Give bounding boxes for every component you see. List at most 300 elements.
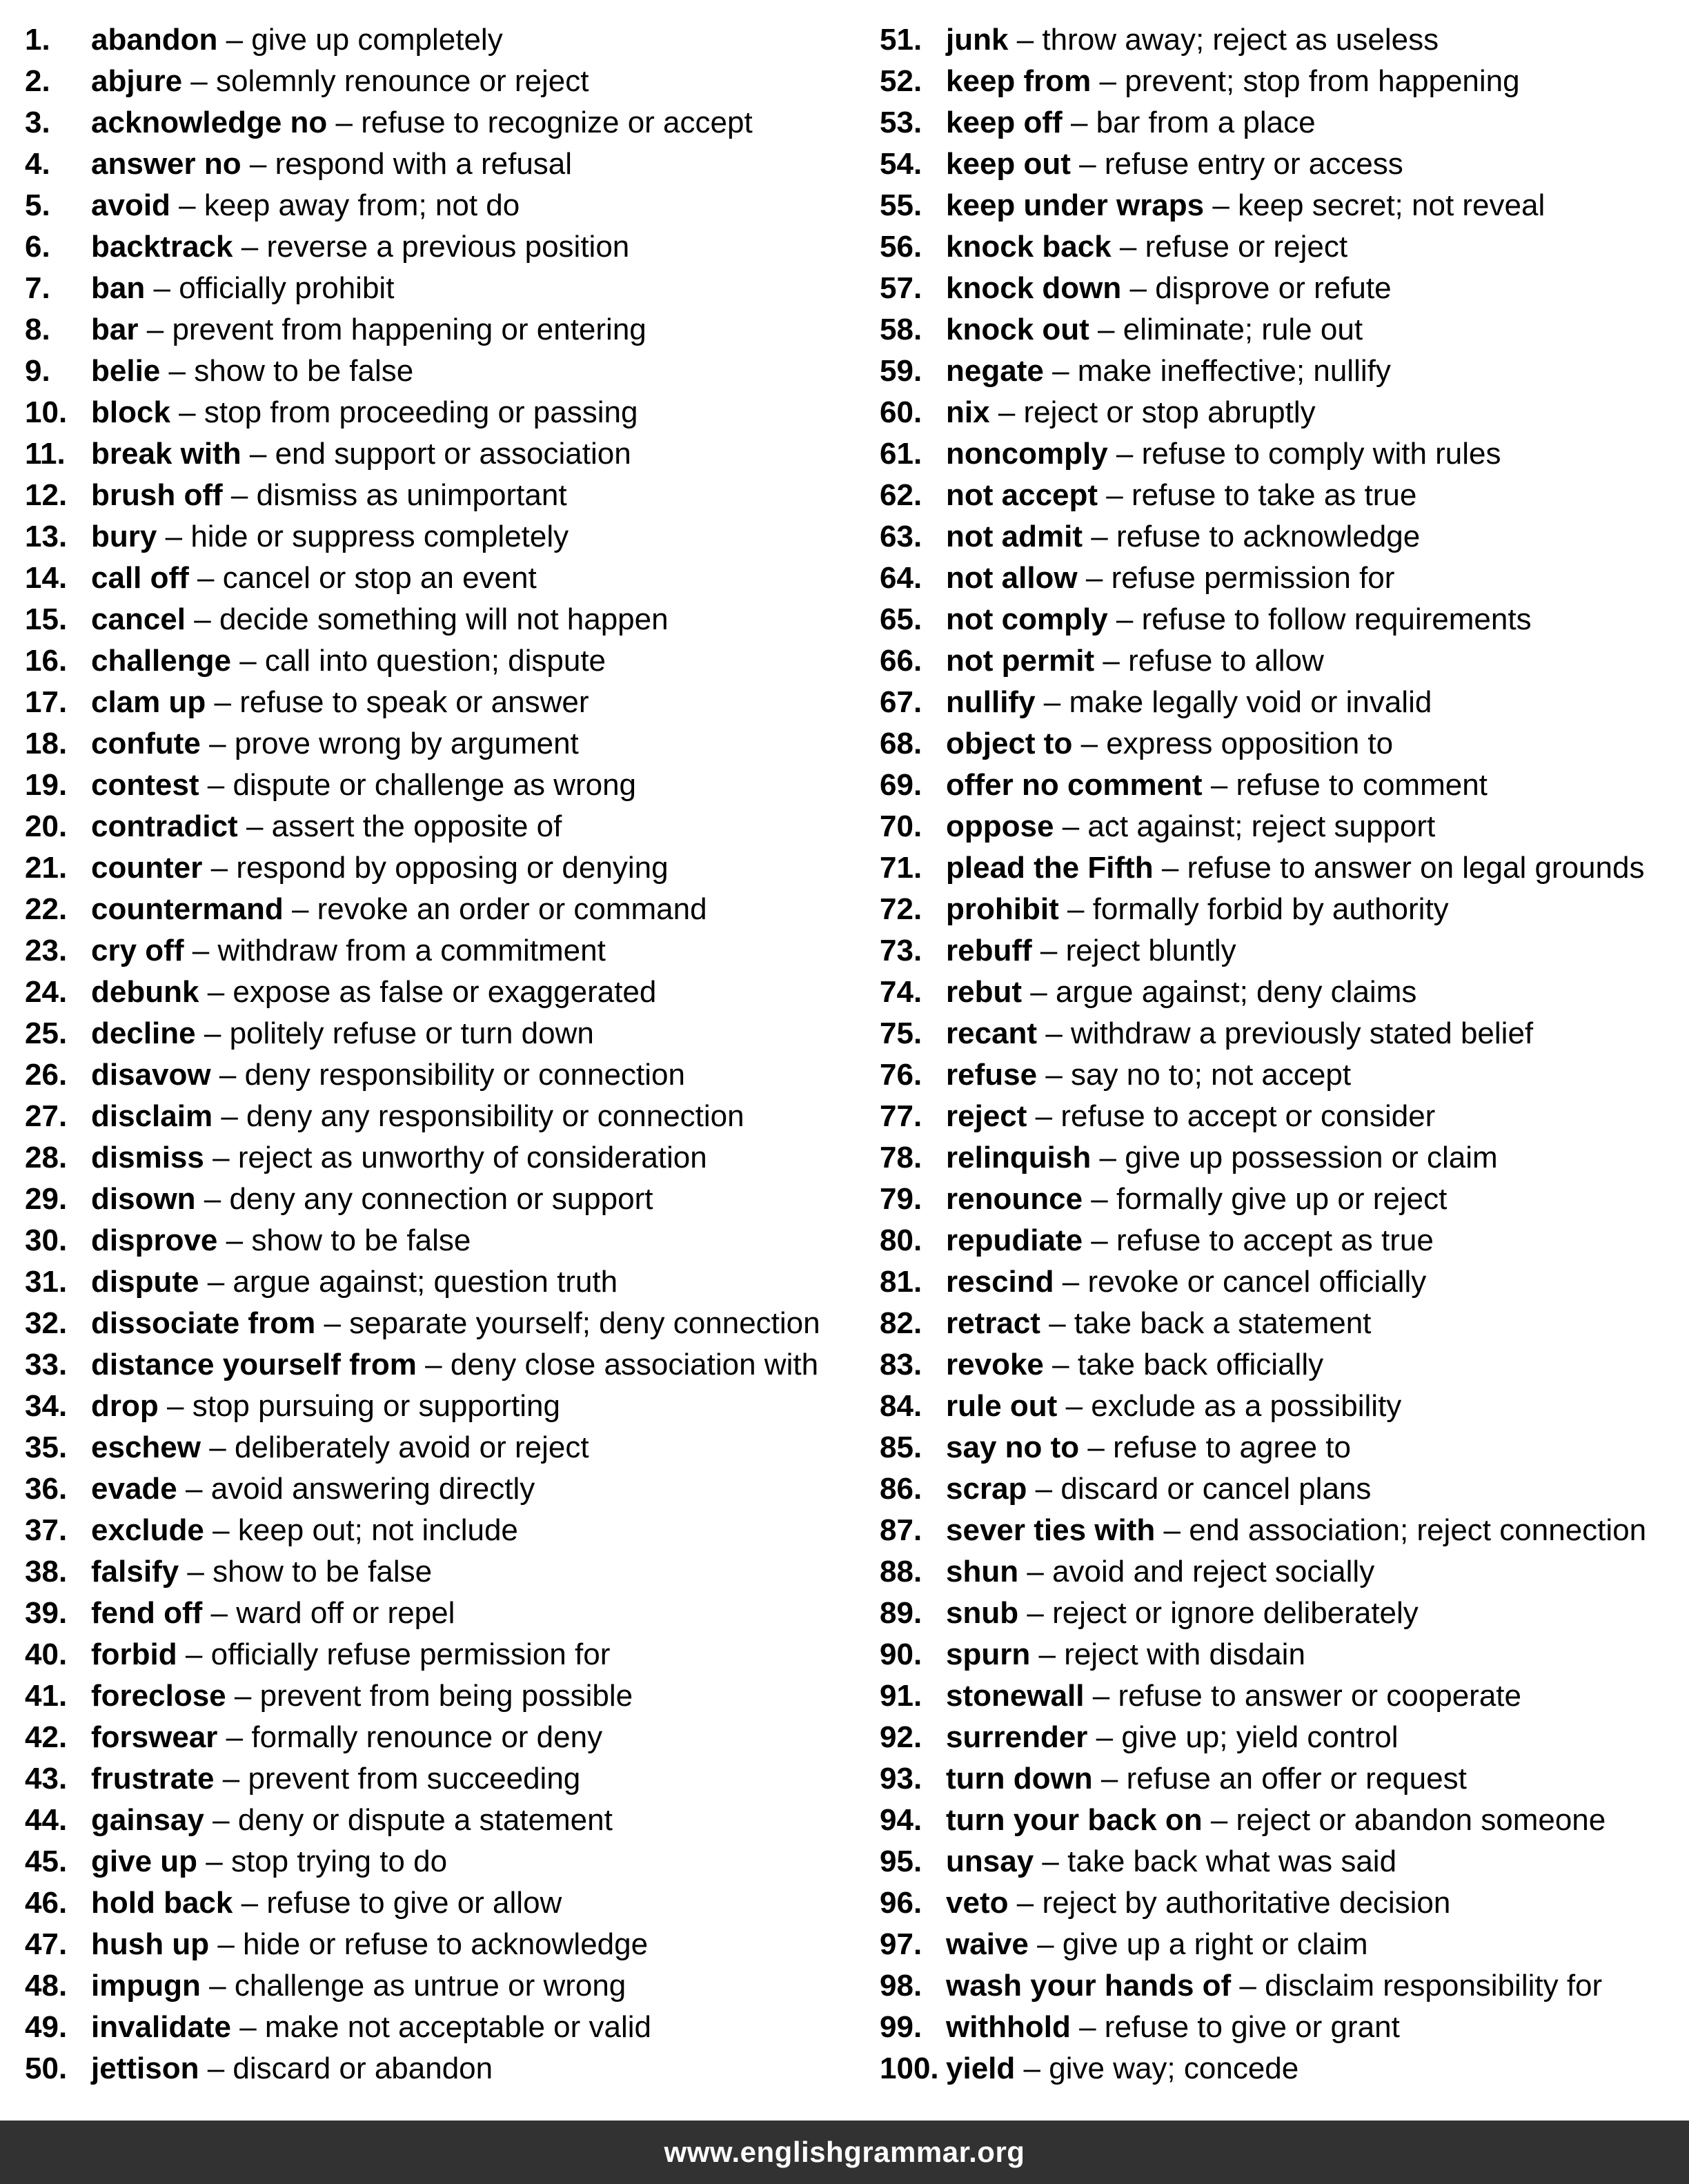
item-definition: officially prohibit bbox=[179, 271, 395, 305]
item-definition: disclaim responsibility for bbox=[1265, 1969, 1603, 2003]
list-item bbox=[25, 599, 853, 640]
item-separator: – bbox=[1092, 1679, 1110, 1713]
item-number: 7. bbox=[25, 271, 50, 305]
item-separator: – bbox=[168, 354, 186, 388]
item-separator: – bbox=[1079, 147, 1096, 181]
item-number: 22. bbox=[25, 892, 68, 926]
item-definition: keep secret; not reveal bbox=[1238, 188, 1545, 222]
item-term: negate bbox=[946, 354, 1044, 388]
item-definition: challenge as untrue or wrong bbox=[234, 1969, 626, 2003]
item-separator: – bbox=[1119, 230, 1137, 264]
item-number: 52. bbox=[880, 64, 922, 98]
item-term: spurn bbox=[946, 1637, 1031, 1671]
list-item bbox=[25, 682, 853, 723]
list-item bbox=[25, 19, 853, 61]
item-definition: withdraw from a commitment bbox=[217, 934, 606, 967]
list-item bbox=[25, 1882, 853, 1924]
list-item bbox=[880, 351, 1687, 392]
item-separator: – bbox=[207, 1265, 225, 1299]
item-separator: – bbox=[1043, 685, 1061, 719]
item-number: 54. bbox=[880, 147, 922, 181]
item-separator: – bbox=[1027, 1596, 1044, 1630]
item-separator: – bbox=[1098, 313, 1115, 346]
item-number: 26. bbox=[25, 1058, 68, 1092]
item-definition: refuse to answer on legal grounds bbox=[1187, 851, 1645, 885]
item-term: gainsay bbox=[91, 1803, 204, 1837]
list-item bbox=[25, 1841, 853, 1882]
item-definition: hide or suppress completely bbox=[190, 520, 569, 553]
item-separator: – bbox=[187, 1555, 204, 1588]
item-term: block bbox=[91, 395, 170, 429]
item-separator: – bbox=[207, 975, 225, 1009]
list-item bbox=[880, 599, 1687, 640]
item-definition: exclude as a possibility bbox=[1091, 1389, 1402, 1423]
item-number: 6. bbox=[25, 230, 50, 264]
item-separator: – bbox=[1065, 1389, 1083, 1423]
list-item bbox=[25, 2048, 853, 2089]
list-item bbox=[880, 1179, 1687, 1220]
item-term: say no to bbox=[946, 1430, 1080, 1464]
item-separator: – bbox=[1035, 1099, 1053, 1133]
item-definition: dismiss as unimportant bbox=[256, 478, 567, 512]
list-item bbox=[880, 1634, 1687, 1675]
item-definition: withdraw a previously stated belief bbox=[1071, 1016, 1534, 1050]
item-number: 14. bbox=[25, 561, 68, 595]
item-separator: – bbox=[1099, 64, 1117, 98]
item-number: 44. bbox=[25, 1803, 68, 1837]
item-separator: – bbox=[241, 230, 259, 264]
list-item bbox=[25, 144, 853, 185]
item-term: abjure bbox=[91, 64, 183, 98]
item-definition: refuse to speak or answer bbox=[239, 685, 589, 719]
item-number: 96. bbox=[880, 1886, 922, 1920]
item-term: bar bbox=[91, 313, 139, 346]
item-separator: – bbox=[1027, 1555, 1044, 1588]
item-definition: give up completely bbox=[251, 23, 503, 57]
item-term: fend off bbox=[91, 1596, 203, 1630]
item-number: 55. bbox=[880, 188, 922, 222]
item-separator: – bbox=[998, 395, 1016, 429]
list-item bbox=[880, 1303, 1687, 1344]
item-term: avoid bbox=[91, 188, 170, 222]
item-definition: deny any connection or support bbox=[229, 1182, 653, 1216]
item-separator: – bbox=[1079, 2010, 1096, 2044]
list-item bbox=[25, 1510, 853, 1551]
list-item bbox=[25, 1054, 853, 1096]
item-separator: – bbox=[1062, 809, 1080, 843]
item-separator: – bbox=[230, 478, 248, 512]
item-term: prohibit bbox=[946, 892, 1059, 926]
list-item bbox=[25, 1137, 853, 1179]
item-definition: take back what was said bbox=[1067, 1844, 1397, 1878]
item-number: 25. bbox=[25, 1016, 68, 1050]
item-term: turn down bbox=[946, 1762, 1093, 1796]
list-item bbox=[25, 226, 853, 268]
item-definition: officially refuse permission for bbox=[210, 1637, 611, 1671]
footer-url[interactable]: www.englishgrammar.org bbox=[664, 2136, 1025, 2168]
item-definition: hide or refuse to acknowledge bbox=[243, 1927, 649, 1961]
item-term: keep off bbox=[946, 106, 1063, 139]
item-separator: – bbox=[194, 602, 211, 636]
item-term: knock out bbox=[946, 313, 1089, 346]
list-item bbox=[25, 475, 853, 516]
item-term: invalidate bbox=[91, 2010, 231, 2044]
item-definition: refuse entry or access bbox=[1104, 147, 1403, 181]
list-item bbox=[880, 392, 1687, 433]
item-definition: make ineffective; nullify bbox=[1077, 354, 1391, 388]
item-definition: eliminate; rule out bbox=[1123, 313, 1363, 346]
list-item bbox=[880, 1924, 1687, 1965]
item-term: abandon bbox=[91, 23, 218, 57]
item-separator: – bbox=[213, 1803, 230, 1837]
item-separator: – bbox=[1091, 1223, 1108, 1257]
list-item bbox=[25, 1634, 853, 1675]
list-item bbox=[880, 765, 1687, 806]
item-number: 79. bbox=[880, 1182, 922, 1216]
item-separator: – bbox=[1099, 1141, 1116, 1174]
item-term: not permit bbox=[946, 644, 1095, 678]
item-term: keep out bbox=[946, 147, 1071, 181]
item-definition: express opposition to bbox=[1106, 727, 1394, 760]
list-item bbox=[880, 558, 1687, 599]
item-definition: prevent from succeeding bbox=[248, 1762, 581, 1796]
item-number: 89. bbox=[880, 1596, 922, 1630]
item-term: ban bbox=[91, 271, 146, 305]
item-number: 3. bbox=[25, 106, 50, 139]
list-item bbox=[25, 102, 853, 144]
item-term: keep from bbox=[946, 64, 1092, 98]
item-separator: – bbox=[209, 727, 226, 760]
item-number: 49. bbox=[25, 2010, 68, 2044]
item-term: dissociate from bbox=[91, 1306, 316, 1340]
list-item bbox=[25, 1965, 853, 2007]
item-number: 13. bbox=[25, 520, 68, 553]
item-number: 88. bbox=[880, 1555, 922, 1588]
item-definition: make legally void or invalid bbox=[1069, 685, 1432, 719]
list-item bbox=[880, 1427, 1687, 1468]
item-term: countermand bbox=[91, 892, 284, 926]
item-term: object to bbox=[946, 727, 1073, 760]
item-definition: deny any responsibility or connection bbox=[246, 1099, 744, 1133]
item-number: 80. bbox=[880, 1223, 922, 1257]
list-item bbox=[880, 930, 1687, 972]
item-number: 82. bbox=[880, 1306, 922, 1340]
item-separator: – bbox=[1100, 1762, 1118, 1796]
item-separator: – bbox=[1023, 2052, 1040, 2085]
list-item bbox=[880, 1882, 1687, 1924]
item-number: 40. bbox=[25, 1637, 68, 1671]
item-separator: – bbox=[179, 188, 196, 222]
item-term: frustrate bbox=[91, 1762, 215, 1796]
list-item bbox=[880, 972, 1687, 1013]
item-definition: ward off or repel bbox=[236, 1596, 455, 1630]
item-separator: – bbox=[185, 1637, 203, 1671]
item-definition: refuse to take as true bbox=[1132, 478, 1417, 512]
item-definition: assert the opposite of bbox=[271, 809, 562, 843]
list-item bbox=[880, 1758, 1687, 1800]
item-number: 98. bbox=[880, 1969, 922, 2003]
item-term: jettison bbox=[91, 2052, 199, 2085]
list-item bbox=[25, 433, 853, 475]
item-term: relinquish bbox=[946, 1141, 1092, 1174]
item-separator: – bbox=[213, 1513, 230, 1547]
item-definition: formally give up or reject bbox=[1116, 1182, 1448, 1216]
item-definition: give up possession or claim bbox=[1125, 1141, 1498, 1174]
item-definition: separate yourself; deny connection bbox=[349, 1306, 820, 1340]
item-separator: – bbox=[249, 437, 267, 471]
list-item bbox=[25, 806, 853, 847]
item-term: recant bbox=[946, 1016, 1038, 1050]
item-definition: show to be false bbox=[251, 1223, 471, 1257]
item-term: repudiate bbox=[946, 1223, 1083, 1257]
item-definition: stop trying to do bbox=[230, 1844, 448, 1878]
list-item bbox=[25, 1551, 853, 1593]
item-definition: give way; concede bbox=[1049, 2052, 1299, 2085]
item-definition: reject or ignore deliberately bbox=[1052, 1596, 1419, 1630]
item-term: snub bbox=[946, 1596, 1019, 1630]
item-separator: – bbox=[226, 1223, 244, 1257]
footer-bar bbox=[0, 2121, 1689, 2184]
item-number: 2. bbox=[25, 64, 50, 98]
item-separator: – bbox=[1163, 1513, 1181, 1547]
list-item bbox=[880, 516, 1687, 558]
item-separator: – bbox=[234, 1679, 252, 1713]
item-definition: solemnly renounce or reject bbox=[216, 64, 589, 98]
item-number: 58. bbox=[880, 313, 922, 346]
list-item bbox=[25, 392, 853, 433]
item-number: 71. bbox=[880, 851, 922, 885]
item-definition: reject bluntly bbox=[1065, 934, 1236, 967]
item-number: 76. bbox=[880, 1058, 922, 1092]
item-term: cancel bbox=[91, 602, 186, 636]
item-separator: – bbox=[1062, 1265, 1080, 1299]
list-item bbox=[25, 1096, 853, 1137]
item-definition: reject or stop abruptly bbox=[1023, 395, 1316, 429]
list-item bbox=[880, 1468, 1687, 1510]
list-item bbox=[25, 765, 853, 806]
item-separator: – bbox=[1016, 1886, 1034, 1920]
item-term: wash your hands of bbox=[946, 1969, 1232, 2003]
item-term: counter bbox=[91, 851, 203, 885]
item-number: 62. bbox=[880, 478, 922, 512]
item-term: belie bbox=[91, 354, 161, 388]
item-definition: show to be false bbox=[213, 1555, 433, 1588]
item-number: 30. bbox=[25, 1223, 68, 1257]
item-separator: – bbox=[1052, 354, 1069, 388]
list-item bbox=[25, 1179, 853, 1220]
item-separator: – bbox=[1042, 1844, 1059, 1878]
item-term: waive bbox=[946, 1927, 1029, 1961]
item-separator: – bbox=[1096, 1720, 1114, 1754]
item-term: dismiss bbox=[91, 1141, 204, 1174]
list-item bbox=[25, 1675, 853, 1717]
item-term: turn your back on bbox=[946, 1803, 1203, 1837]
list-item bbox=[25, 351, 853, 392]
item-separator: – bbox=[1129, 271, 1147, 305]
list-item bbox=[25, 61, 853, 102]
item-term: rule out bbox=[946, 1389, 1058, 1423]
item-term: give up bbox=[91, 1844, 198, 1878]
item-separator: – bbox=[1091, 1182, 1108, 1216]
list-item bbox=[25, 640, 853, 682]
item-number: 4. bbox=[25, 147, 50, 181]
list-item bbox=[25, 930, 853, 972]
item-definition: refuse to comment bbox=[1236, 768, 1488, 802]
item-number: 9. bbox=[25, 354, 50, 388]
item-number: 83. bbox=[880, 1348, 922, 1381]
item-separator: – bbox=[153, 271, 170, 305]
item-number: 60. bbox=[880, 395, 922, 429]
item-definition: show to be false bbox=[194, 354, 414, 388]
item-term: sever ties with bbox=[946, 1513, 1156, 1547]
list-item bbox=[25, 1344, 853, 1386]
item-separator: – bbox=[226, 1720, 244, 1754]
item-number: 18. bbox=[25, 727, 68, 760]
item-separator: – bbox=[1212, 188, 1229, 222]
item-separator: – bbox=[1035, 1472, 1053, 1506]
list-item bbox=[25, 1013, 853, 1054]
item-separator: – bbox=[219, 1058, 237, 1092]
item-term: not admit bbox=[946, 520, 1083, 553]
list-item bbox=[880, 2048, 1687, 2089]
item-term: disprove bbox=[91, 1223, 218, 1257]
item-separator: – bbox=[291, 892, 309, 926]
item-separator: – bbox=[1045, 1058, 1063, 1092]
item-definition: dispute or challenge as wrong bbox=[233, 768, 637, 802]
list-item bbox=[880, 1344, 1687, 1386]
item-definition: deny close association with bbox=[450, 1348, 819, 1381]
item-term: forswear bbox=[91, 1720, 218, 1754]
item-definition: decide something will not happen bbox=[219, 602, 669, 636]
item-term: contest bbox=[91, 768, 199, 802]
item-definition: argue against; deny claims bbox=[1055, 975, 1417, 1009]
item-separator: – bbox=[1106, 478, 1123, 512]
item-number: 69. bbox=[880, 768, 922, 802]
list-item bbox=[25, 516, 853, 558]
item-separator: – bbox=[213, 1141, 230, 1174]
item-number: 85. bbox=[880, 1430, 922, 1464]
item-definition: refuse to answer or cooperate bbox=[1118, 1679, 1521, 1713]
item-number: 53. bbox=[880, 106, 922, 139]
item-term: eschew bbox=[91, 1430, 201, 1464]
item-definition: refuse to comply with rules bbox=[1141, 437, 1501, 471]
item-number: 95. bbox=[880, 1844, 922, 1878]
list-item bbox=[880, 640, 1687, 682]
item-definition: refuse to accept as true bbox=[1116, 1223, 1434, 1257]
item-number: 81. bbox=[880, 1265, 922, 1299]
item-definition: deny or dispute a statement bbox=[237, 1803, 613, 1837]
item-term: rescind bbox=[946, 1265, 1054, 1299]
item-number: 36. bbox=[25, 1472, 68, 1506]
item-term: disclaim bbox=[91, 1099, 213, 1133]
item-term: debunk bbox=[91, 975, 199, 1009]
item-definition: reject or abandon someone bbox=[1236, 1803, 1606, 1837]
item-separator: – bbox=[167, 1389, 184, 1423]
item-separator: – bbox=[1040, 934, 1058, 967]
item-definition: end support or association bbox=[275, 437, 631, 471]
item-definition: revoke or cancel officially bbox=[1087, 1265, 1427, 1299]
item-definition: formally forbid by authority bbox=[1092, 892, 1449, 926]
item-term: nullify bbox=[946, 685, 1036, 719]
list-item bbox=[880, 1013, 1687, 1054]
item-number: 33. bbox=[25, 1348, 68, 1381]
item-definition: reject with disdain bbox=[1064, 1637, 1305, 1671]
item-separator: – bbox=[1210, 768, 1228, 802]
item-separator: – bbox=[210, 851, 228, 885]
item-number: 78. bbox=[880, 1141, 922, 1174]
item-term: renounce bbox=[946, 1182, 1083, 1216]
item-term: yield bbox=[946, 2052, 1016, 2085]
list-item bbox=[880, 2007, 1687, 2048]
item-term: refuse bbox=[946, 1058, 1038, 1092]
item-separator: – bbox=[1049, 1306, 1066, 1340]
item-term: exclude bbox=[91, 1513, 204, 1547]
list-item bbox=[880, 806, 1687, 847]
item-number: 93. bbox=[880, 1762, 922, 1796]
item-definition: refuse an offer or request bbox=[1126, 1762, 1467, 1796]
item-separator: – bbox=[221, 1099, 238, 1133]
list-item bbox=[25, 723, 853, 765]
item-definition: expose as false or exaggerated bbox=[233, 975, 657, 1009]
list-item bbox=[25, 1717, 853, 1758]
item-definition: refuse permission for bbox=[1111, 561, 1395, 595]
item-number: 67. bbox=[880, 685, 922, 719]
item-definition: disprove or refute bbox=[1155, 271, 1392, 305]
item-number: 11. bbox=[25, 437, 66, 471]
item-number: 99. bbox=[880, 2010, 922, 2044]
item-separator: – bbox=[1116, 437, 1134, 471]
list-item bbox=[880, 433, 1687, 475]
item-separator: – bbox=[1052, 1348, 1069, 1381]
item-definition: keep away from; not do bbox=[204, 188, 520, 222]
list-item bbox=[25, 1758, 853, 1800]
item-definition: prove wrong by argument bbox=[234, 727, 579, 760]
item-term: falsify bbox=[91, 1555, 179, 1588]
item-number: 19. bbox=[25, 768, 68, 802]
item-number: 41. bbox=[25, 1679, 68, 1713]
item-separator: – bbox=[239, 2010, 257, 2044]
item-definition: refuse to agree to bbox=[1113, 1430, 1351, 1464]
item-separator: – bbox=[1116, 602, 1134, 636]
item-number: 57. bbox=[880, 271, 922, 305]
item-term: hold back bbox=[91, 1886, 233, 1920]
item-separator: – bbox=[1085, 561, 1103, 595]
item-term: oppose bbox=[946, 809, 1054, 843]
item-definition: refuse to accept or consider bbox=[1060, 1099, 1436, 1133]
item-number: 48. bbox=[25, 1969, 68, 2003]
item-number: 51. bbox=[880, 23, 922, 57]
item-term: rebuff bbox=[946, 934, 1032, 967]
item-term: dispute bbox=[91, 1265, 199, 1299]
item-separator: – bbox=[190, 64, 208, 98]
item-separator: – bbox=[425, 1348, 442, 1381]
item-term: impugn bbox=[91, 1969, 201, 2003]
item-term: call off bbox=[91, 561, 189, 595]
item-separator: – bbox=[197, 561, 215, 595]
item-number: 94. bbox=[880, 1803, 922, 1837]
item-number: 20. bbox=[25, 809, 68, 843]
list-item bbox=[880, 144, 1687, 185]
item-number: 37. bbox=[25, 1513, 68, 1547]
item-separator: – bbox=[246, 809, 264, 843]
item-definition: prevent from happening or entering bbox=[172, 313, 646, 346]
item-definition: give up; yield control bbox=[1121, 1720, 1399, 1754]
item-separator: – bbox=[179, 395, 196, 429]
list-item bbox=[880, 1717, 1687, 1758]
item-term: distance yourself from bbox=[91, 1348, 417, 1381]
item-number: 17. bbox=[25, 685, 68, 719]
item-separator: – bbox=[239, 644, 257, 678]
